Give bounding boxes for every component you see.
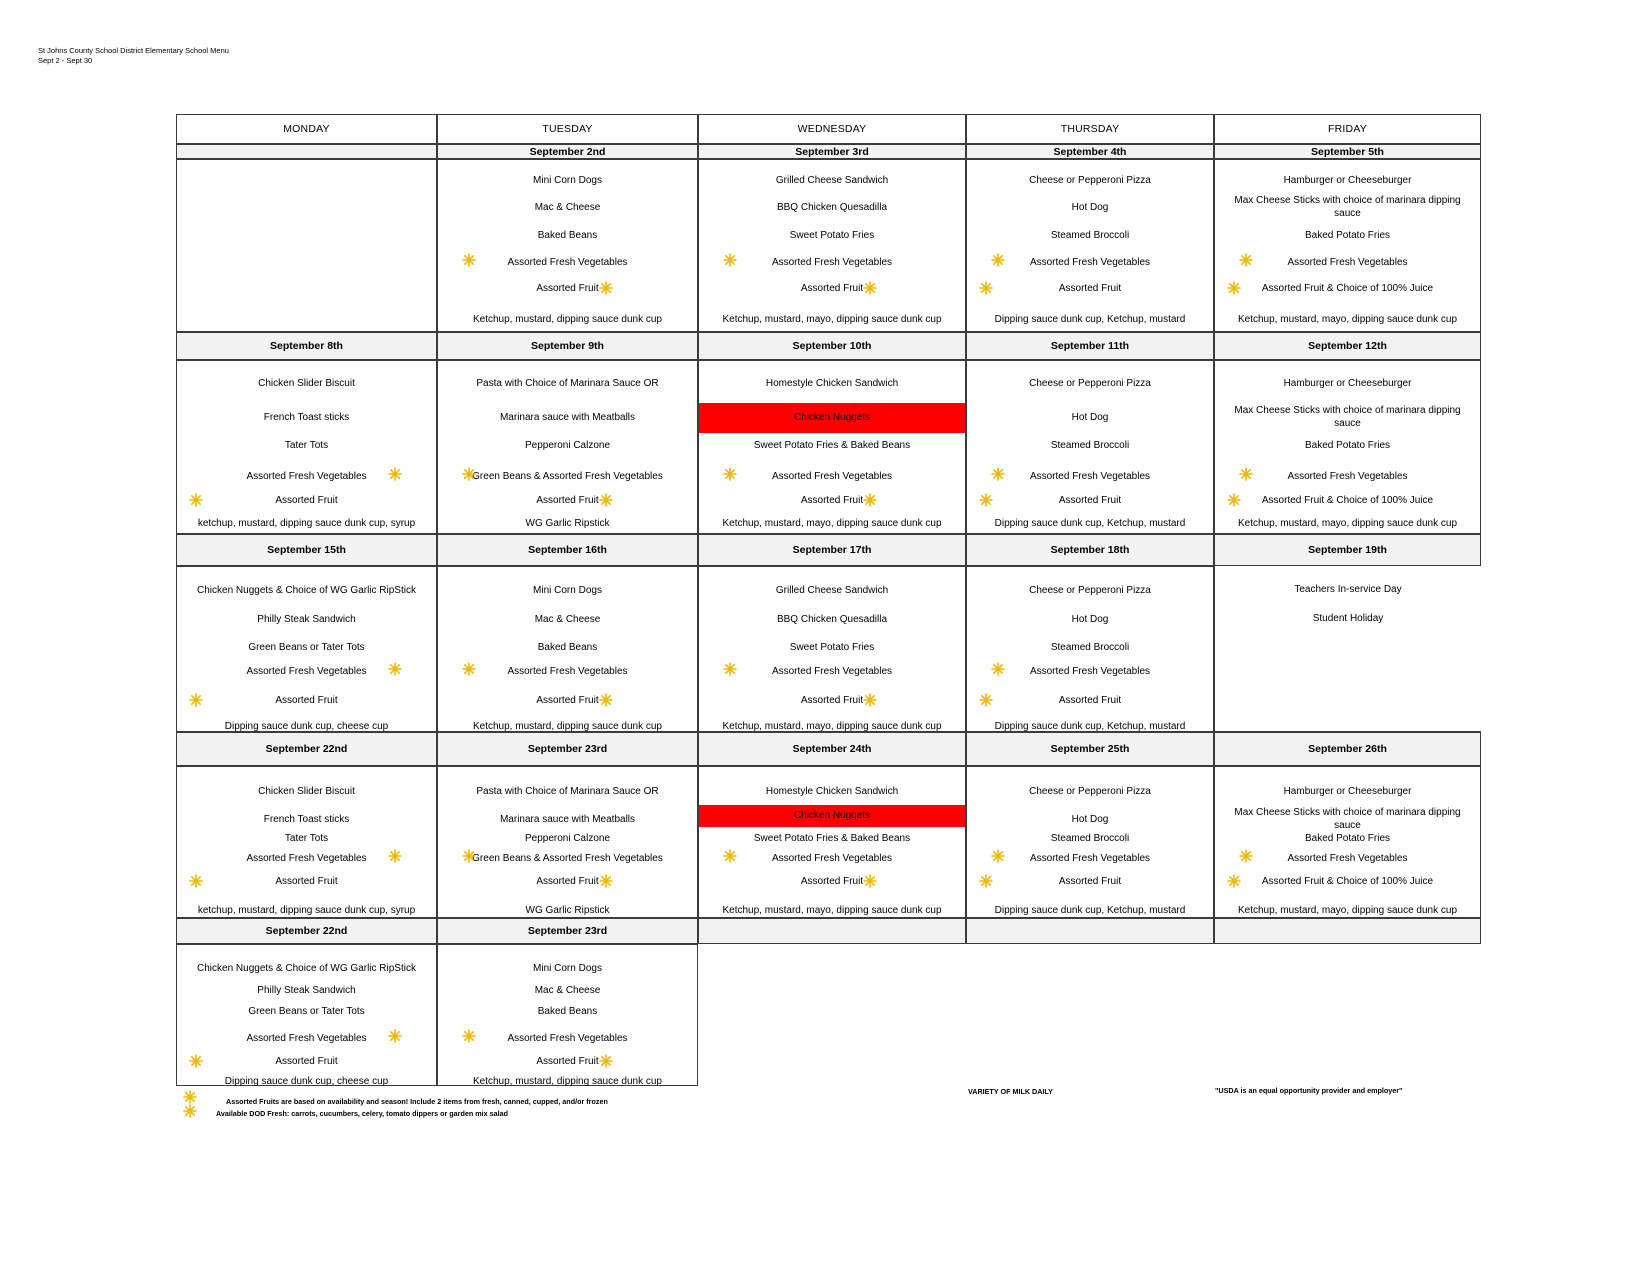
menu-item: Assorted Fresh Vegetables [507, 257, 628, 268]
menu-item: Sweet Potato Fries [789, 642, 875, 653]
sun-star-icon [1239, 467, 1253, 481]
date-header [176, 144, 437, 159]
menu-day-cell [966, 360, 1214, 534]
menu-item: Assorted Fresh Vegetables [1029, 257, 1151, 268]
sun-star-icon [388, 849, 402, 863]
menu-item: Ketchup, mustard, mayo, dipping sauce dunk cup [1237, 518, 1458, 529]
milk-note: VARIETY OF MILK DAILY [968, 1087, 1053, 1096]
menu-item: Ketchup, mustard, mayo, dipping sauce dunk cup [722, 314, 942, 325]
menu-item: Assorted Fruit [275, 1056, 338, 1067]
date-header: September 17th [698, 534, 966, 566]
menu-day-cell [1214, 159, 1481, 332]
dod-fresh-note: Available DOD Fresh: carrots, cucumbers, celery, tomato dippers or garden mix salad [216, 1109, 508, 1118]
menu-item: Assorted Fresh Vegetables [246, 471, 367, 482]
menu-title: St Johns County School District Elementary School Menu [38, 46, 229, 55]
menu-item: Assorted Fruit [536, 283, 599, 294]
menu-item: Dipping sauce dunk cup, cheese cup [224, 721, 389, 732]
menu-item: Chicken Slider Biscuit [258, 786, 355, 797]
menu-item: Hamburger or Cheeseburger [1283, 378, 1412, 389]
menu-item: Assorted Fruit [800, 876, 864, 887]
sun-star-icon [388, 1029, 402, 1043]
menu-item: Assorted Fresh Vegetables [771, 853, 893, 864]
menu-item: Baked Potato Fries [1304, 440, 1391, 451]
menu-date-range: Sept 2 - Sept 30 [38, 56, 93, 65]
menu-item: Baked Potato Fries [1304, 230, 1391, 241]
menu-item: Green Beans & Assorted Fresh Vegetables [472, 853, 663, 864]
menu-item: BBQ Chicken Quesadilla [776, 614, 888, 625]
menu-item: Tater Tots [284, 440, 329, 451]
menu-item: Max Cheese Sticks with choice of marinara dipping sauce [1234, 807, 1461, 831]
menu-item: Marinara sauce with Meatballs [499, 814, 636, 825]
menu-item: Ketchup, mustard, mayo, dipping sauce dunk cup [1237, 314, 1458, 325]
sun-star-icon [991, 253, 1005, 267]
sun-star-icon [1239, 253, 1253, 267]
day-header-friday: FRIDAY [1214, 114, 1481, 144]
date-header: September 2nd [437, 144, 698, 159]
menu-item: Philly Steak Sandwich [257, 985, 356, 996]
menu-item: Steamed Broccoli [1050, 833, 1130, 844]
date-header: September 3rd [698, 144, 966, 159]
menu-item: Pasta with Choice of Marinara Sauce OR [476, 786, 659, 797]
date-header: September 16th [437, 534, 698, 566]
sun-star-icon [599, 693, 613, 707]
menu-item: Assorted Fruit & Choice of 100% Juice [1261, 283, 1434, 294]
sun-star-icon [599, 874, 613, 888]
menu-item: Green Beans & Assorted Fresh Vegetables [472, 471, 663, 482]
menu-item: Hot Dog [1071, 412, 1109, 423]
menu-item: Marinara sauce with Meatballs [499, 412, 636, 423]
menu-day-cell [698, 766, 966, 918]
sun-star-icon [388, 467, 402, 481]
menu-item: Assorted Fresh Vegetables [1029, 471, 1151, 482]
menu-item: Hot Dog [1071, 614, 1109, 625]
menu-item: Mini Corn Dogs [533, 963, 602, 974]
menu-day-cell [966, 766, 1214, 918]
sun-star-icon [1239, 849, 1253, 863]
sun-star-icon [979, 493, 993, 507]
menu-item: Hamburger or Cheeseburger [1283, 786, 1412, 797]
menu-item: Assorted Fresh Vegetables [771, 257, 893, 268]
menu-item: Assorted Fruit [536, 1056, 599, 1067]
date-header [1214, 918, 1481, 944]
menu-day-cell [176, 159, 437, 332]
menu-item: Dipping sauce dunk cup, Ketchup, mustard [994, 905, 1186, 916]
date-header: September 15th [176, 534, 437, 566]
menu-item: Cheese or Pepperoni Pizza [1029, 585, 1151, 596]
menu-item: Assorted Fruit [536, 695, 599, 706]
menu-item: Tater Tots [284, 833, 329, 844]
menu-item: Hot Dog [1071, 202, 1109, 213]
usda-statement: "USDA is an equal opportunity provider and employer" [1215, 1086, 1403, 1095]
menu-item: Student Holiday [1312, 613, 1384, 624]
menu-item: Steamed Broccoli [1050, 642, 1130, 653]
menu-item: Pepperoni Calzone [524, 440, 611, 451]
menu-item: Cheese or Pepperoni Pizza [1029, 378, 1151, 389]
menu-item: Teachers In-service Day [1294, 584, 1402, 595]
sun-star-icon [462, 662, 476, 676]
menu-day-cell [1214, 360, 1481, 534]
sun-star-icon [462, 849, 476, 863]
menu-item: Assorted Fruit [1058, 495, 1122, 506]
menu-item: Assorted Fruit [800, 283, 864, 294]
menu-day-cell [176, 360, 437, 534]
sun-star-icon [599, 281, 613, 295]
menu-item: Ketchup, mustard, mayo, dipping sauce dunk cup [722, 905, 942, 916]
menu-day-cell [698, 566, 966, 732]
sun-star-icon [863, 281, 877, 295]
menu-item: Steamed Broccoli [1050, 440, 1130, 451]
menu-item: Mac & Cheese [534, 985, 601, 996]
menu-item: BBQ Chicken Quesadilla [776, 202, 888, 213]
menu-item: Assorted Fresh Vegetables [771, 471, 893, 482]
menu-item: Assorted Fresh Vegetables [771, 666, 893, 677]
day-header-wednesday: WEDNESDAY [698, 114, 966, 144]
menu-item: Mac & Cheese [534, 202, 601, 213]
menu-day-cell [437, 766, 698, 918]
menu-day-cell [176, 944, 437, 1086]
document-header [38, 46, 229, 66]
sun-star-icon [863, 693, 877, 707]
menu-item: Chicken Nuggets [699, 805, 965, 827]
date-header: September 19th [1214, 534, 1481, 566]
sun-star-icon [991, 467, 1005, 481]
menu-item: Assorted Fresh Vegetables [246, 666, 367, 677]
menu-item: Homestyle Chicken Sandwich [765, 378, 899, 389]
sun-star-icon [462, 467, 476, 481]
menu-item: Max Cheese Sticks with choice of marinara dipping sauce [1234, 195, 1461, 219]
menu-day-cell [1214, 766, 1481, 918]
menu-item: Assorted Fruit [536, 495, 599, 506]
sun-star-icon [723, 849, 737, 863]
menu-item: Assorted Fruit [1058, 876, 1122, 887]
sun-star-icon [189, 493, 203, 507]
date-header: September 9th [437, 332, 698, 360]
menu-item: Ketchup, mustard, mayo, dipping sauce dunk cup [1237, 905, 1458, 916]
date-header: September 8th [176, 332, 437, 360]
menu-day-cell [176, 766, 437, 918]
menu-item: Assorted Fruit [1058, 695, 1122, 706]
menu-item: Assorted Fruit [275, 495, 338, 506]
menu-item: Assorted Fruit [1058, 283, 1122, 294]
menu-item: Assorted Fruit [800, 495, 864, 506]
day-header-monday: MONDAY [176, 114, 437, 144]
menu-item: Ketchup, mustard, dipping sauce dunk cup [472, 314, 662, 325]
menu-item: Sweet Potato Fries & Baked Beans [753, 833, 911, 844]
date-header: September 23rd [437, 918, 698, 944]
menu-item: Chicken Nuggets & Choice of WG Garlic RipStick [197, 963, 416, 974]
menu-item: Dipping sauce dunk cup, Ketchup, mustard [994, 518, 1186, 529]
menu-item: Assorted Fresh Vegetables [246, 1033, 367, 1044]
menu-item: Homestyle Chicken Sandwich [765, 786, 899, 797]
date-header: September 23rd [437, 732, 698, 766]
sun-star-icon [863, 493, 877, 507]
menu-item: Sweet Potato Fries [789, 230, 875, 241]
sun-star-icon [599, 1054, 613, 1068]
menu-item: Dipping sauce dunk cup, Ketchup, mustard [994, 721, 1186, 732]
menu-item: Max Cheese Sticks with choice of marinara dipping sauce [1234, 405, 1461, 429]
menu-item: WG Garlic Ripstick [525, 518, 610, 529]
date-header: September 26th [1214, 732, 1481, 766]
menu-item: Cheese or Pepperoni Pizza [1029, 786, 1151, 797]
date-header: September 18th [966, 534, 1214, 566]
menu-item: Grilled Cheese Sandwich [775, 585, 889, 596]
menu-day-cell [437, 566, 698, 732]
menu-item: Steamed Broccoli [1050, 230, 1130, 241]
menu-item: Ketchup, mustard, dipping sauce dunk cup [472, 1076, 662, 1087]
day-header-thursday: THURSDAY [966, 114, 1214, 144]
menu-item: Chicken Nuggets & Choice of WG Garlic RipStick [197, 585, 416, 596]
date-header: September 12th [1214, 332, 1481, 360]
menu-day-cell [1214, 566, 1481, 732]
menu-calendar-grid [176, 114, 1481, 1086]
sun-star-icon [723, 467, 737, 481]
date-header: September 24th [698, 732, 966, 766]
menu-item: Assorted Fruit [800, 695, 864, 706]
menu-item: Green Beans or Tater Tots [248, 1006, 365, 1017]
sun-star-icon [723, 253, 737, 267]
date-header: September 11th [966, 332, 1214, 360]
menu-day-cell [437, 159, 698, 332]
menu-item: Baked Beans [537, 1006, 598, 1017]
day-header-tuesday: TUESDAY [437, 114, 698, 144]
sun-star-icon [183, 1090, 197, 1104]
date-header [698, 918, 966, 944]
date-header: September 4th [966, 144, 1214, 159]
menu-item: Assorted Fruit [275, 876, 338, 887]
menu-item: ketchup, mustard, dipping sauce dunk cup, syrup [197, 518, 416, 529]
date-header: September 22nd [176, 732, 437, 766]
sun-star-icon [462, 253, 476, 267]
sun-star-icon [979, 874, 993, 888]
menu-item: Sweet Potato Fries & Baked Beans [753, 440, 911, 451]
menu-day-cell [176, 566, 437, 732]
menu-item: Assorted Fresh Vegetables [1287, 471, 1408, 482]
menu-item: Cheese or Pepperoni Pizza [1029, 175, 1151, 186]
menu-item: Assorted Fresh Vegetables [507, 666, 628, 677]
menu-item: Baked Beans [537, 642, 598, 653]
sun-star-icon [189, 1054, 203, 1068]
menu-item: Assorted Fruit & Choice of 100% Juice [1261, 876, 1434, 887]
menu-item: Ketchup, mustard, dipping sauce dunk cup [472, 721, 662, 732]
menu-item: Assorted Fresh Vegetables [507, 1033, 628, 1044]
sun-star-icon [388, 662, 402, 676]
menu-day-cell [966, 566, 1214, 732]
menu-item: Green Beans or Tater Tots [248, 642, 365, 653]
date-header: September 10th [698, 332, 966, 360]
sun-star-icon [1227, 874, 1241, 888]
menu-day-cell [698, 360, 966, 534]
sun-star-icon [462, 1029, 476, 1043]
menu-item: Hamburger or Cheeseburger [1283, 175, 1412, 186]
menu-item: Assorted Fruit [536, 876, 599, 887]
menu-item: Ketchup, mustard, mayo, dipping sauce dunk cup [722, 518, 942, 529]
date-header: September 22nd [176, 918, 437, 944]
menu-item: Assorted Fresh Vegetables [1287, 257, 1408, 268]
date-header: September 25th [966, 732, 1214, 766]
menu-item: Assorted Fresh Vegetables [1029, 853, 1151, 864]
fruit-availability-note: Assorted Fruits are based on availability and season! Include 2 items from fresh, canned, cupped, and/or frozen [226, 1097, 608, 1106]
menu-item: Grilled Cheese Sandwich [775, 175, 889, 186]
sun-star-icon [1227, 493, 1241, 507]
menu-item: Assorted Fruit [275, 695, 338, 706]
sun-star-icon [991, 662, 1005, 676]
sun-star-icon [189, 693, 203, 707]
menu-item: Chicken Nuggets [699, 403, 965, 433]
menu-item: Assorted Fruit & Choice of 100% Juice [1261, 495, 1434, 506]
menu-day-cell [437, 360, 698, 534]
date-header: September 5th [1214, 144, 1481, 159]
menu-day-cell [966, 159, 1214, 332]
menu-item: Mini Corn Dogs [533, 175, 602, 186]
sun-star-icon [183, 1104, 197, 1118]
date-header [966, 918, 1214, 944]
sun-star-icon [189, 874, 203, 888]
menu-item: Baked Beans [537, 230, 598, 241]
menu-item: Assorted Fresh Vegetables [1029, 666, 1151, 677]
menu-item: Mini Corn Dogs [533, 585, 602, 596]
menu-day-cell [437, 944, 698, 1086]
menu-item: WG Garlic Ripstick [525, 905, 610, 916]
sun-star-icon [991, 849, 1005, 863]
menu-item: Mac & Cheese [534, 614, 601, 625]
menu-item: Assorted Fresh Vegetables [246, 853, 367, 864]
sun-star-icon [979, 281, 993, 295]
menu-item: French Toast sticks [263, 814, 350, 825]
sun-star-icon [979, 693, 993, 707]
menu-item: Dipping sauce dunk cup, Ketchup, mustard [994, 314, 1186, 325]
menu-item: Dipping sauce dunk cup, cheese cup [224, 1076, 389, 1087]
sun-star-icon [863, 874, 877, 888]
sun-star-icon [1227, 281, 1241, 295]
menu-item: Ketchup, mustard, mayo, dipping sauce dunk cup [722, 721, 942, 732]
menu-item: ketchup, mustard, dipping sauce dunk cup, syrup [197, 905, 416, 916]
menu-item: Hot Dog [1071, 814, 1109, 825]
menu-item: Baked Potato Fries [1304, 833, 1391, 844]
menu-item: Chicken Slider Biscuit [258, 378, 355, 389]
sun-star-icon [723, 662, 737, 676]
menu-item: Pasta with Choice of Marinara Sauce OR [476, 378, 659, 389]
menu-item: Pepperoni Calzone [524, 833, 611, 844]
menu-day-cell [698, 159, 966, 332]
sun-star-icon [599, 493, 613, 507]
menu-item: French Toast sticks [263, 412, 350, 423]
menu-item: Philly Steak Sandwich [257, 614, 356, 625]
menu-item: Assorted Fresh Vegetables [1287, 853, 1408, 864]
